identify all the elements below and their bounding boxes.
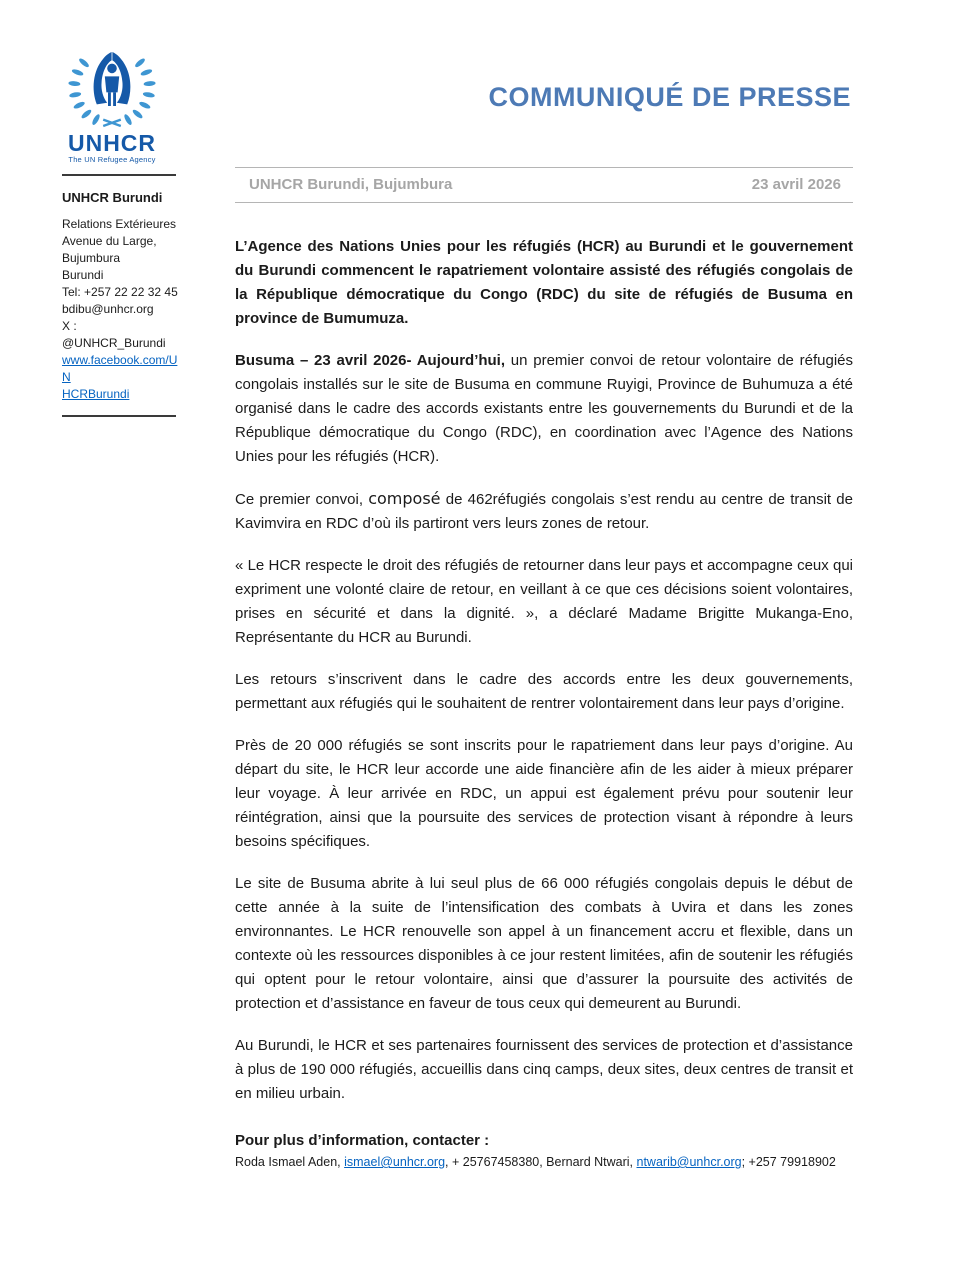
sidebar-line-phone: Tel: +257 22 22 32 45: [62, 285, 178, 299]
contact-heading: Pour plus d’information, contacter :: [235, 1132, 490, 1149]
main-column: [235, 80, 853, 1172]
first-convoy-post: de 462réfugiés congolais s’est rendu au centre de transit de Kavimvira en RDC d’où ils partiront vers leurs zones de retour.: [235, 491, 853, 532]
paragraph-registrations: Près de 20 000 réfugiés se sont inscrits pour le rapatriement dans leur pays d’origine. Au départ du site, le HCR leur accorde une aide financière afin de les aider à mieux préparer leur voyage. À leur arrivée en RDC, un appui est également prévu pour soutenir leur réintégration, ainsi que la poursuite des services de protection visant à répondre à leurs besoins spécifiques.: [235, 737, 853, 850]
unhcr-emblem-icon: [64, 42, 160, 130]
paragraph-agreements: Les retours s’inscrivent dans le cadre des accords entre les deux gouvernements, permettant aux réfugiés qui le souhaitent de rentrer volontairement dans leur pays d’origine.: [235, 671, 853, 712]
first-convoy-pre: Ce premier convoi,: [235, 491, 369, 508]
dateline-lead-in: Busuma – 23 avril 2026- Aujourd’hui,: [235, 352, 506, 369]
paragraph-convoy-organised: [235, 349, 853, 469]
first-convoy-alt-font-word: composé: [368, 489, 441, 508]
sidebar-line-email: bdibu@unhcr.org: [62, 302, 154, 316]
facebook-link[interactable]: [62, 352, 182, 403]
paragraph-busuma-site: Le site de Busuma abrite à lui seul plus de 66 000 réfugiés congolais depuis le début de cette année à la suite de l’intensification des combats à Uvira et dans les zones environnantes. Le HCR renouvelle son appel à un financement accru et flexible, dans un contexte où les ressources disponibles à ce jour restent limitées, afin de soutenir les réfugiés qui optent pour le retour volontaire, ainsi que d’assurer la poursuite des activités de protection et d’assistance en faveur de tous ceux qui demeurent au Burundi.: [235, 875, 853, 1012]
contact-middle: , + 25767458380, Bernard Ntwari,: [445, 1155, 637, 1169]
dateline-location: UNHCR Burundi, Bujumbura: [249, 176, 453, 193]
facebook-link-line2[interactable]: HCRBurundi: [62, 387, 130, 401]
sidebar-divider-top: [62, 174, 176, 176]
dateline-date: 23 avril 2026: [751, 176, 841, 193]
sidebar: [60, 42, 182, 417]
contact-name-1: Roda Ismael Aden,: [235, 1155, 345, 1169]
press-release-body: [235, 235, 853, 1172]
paragraph-quote: « Le HCR respecte le droit des réfugiés de retourner dans leur pays et accompagne ceux qui expriment une volonté claire de retour, en veillant à ce que ces décisions soient volontaires, prises en sécurité et dans la dignité. », a déclaré Madame Brigitte Mukanga-Eno, Représentante du HCR au Burundi.: [235, 557, 853, 646]
sidebar-line-country: Burundi: [62, 268, 104, 282]
person-icon: [105, 64, 119, 106]
unhcr-logo: [62, 42, 162, 164]
sidebar-divider-bottom: [62, 415, 176, 417]
paragraph-first-convoy: [235, 487, 853, 536]
dateline-bar: [235, 167, 853, 203]
sidebar-office-heading: UNHCR Burundi: [62, 190, 163, 205]
sidebar-line-street: Avenue du Large,: [62, 234, 157, 248]
contact-phone-2: ; +257 79918902: [741, 1155, 836, 1169]
sidebar-line-city: Bujumbura: [62, 251, 121, 265]
contact-line: [235, 1153, 853, 1172]
sidebar-contact-block: [62, 216, 182, 352]
logo-tagline: The UN Refugee Agency: [68, 155, 156, 164]
facebook-link-line1[interactable]: www.facebook.com/UN: [62, 353, 178, 384]
email-link-ntwarib[interactable]: ntwarib@unhcr.org: [636, 1155, 742, 1169]
lead-paragraph: L’Agence des Nations Unies pour les réfugiés (HCR) au Burundi et le gouvernement du Burundi commencent le rapatriement volontaire assisté des réfugiés congolais de la République démocratique du Congo (RDC) du site de réfugiés de Busuma en province de Bumumuza.: [235, 238, 853, 327]
sidebar-line-department: Relations Extérieures: [62, 217, 177, 231]
paragraph-burundi-operations: Au Burundi, le HCR et ses partenaires fournissent des services de protection et d’assistance à plus de 190 000 réfugiés, accueillis dans cinq camps, deux sites, deux centres de transit et en milieu urbain.: [235, 1037, 853, 1102]
logo-acronym: UNHCR: [67, 130, 157, 156]
paragraph-convoy-organised-text: un premier convoi de retour volontaire de réfugiés congolais installés sur le site de Busuma en commune Ruyigi, Province de Buhumuza a été organisé dans le cadre des accords existants entre les gouvernements du Burundi et de la République démocratique du Congo (RDC), en coordination avec l’Agence des Nations Unies pour les réfugiés (HCR).: [235, 352, 854, 465]
email-link-ismael[interactable]: ismael@unhcr.org: [344, 1155, 446, 1169]
page-title: COMMUNIQUÉ DE PRESSE: [488, 82, 851, 112]
sidebar-line-x-handle: X : @UNHCR_Burundi: [62, 319, 166, 350]
